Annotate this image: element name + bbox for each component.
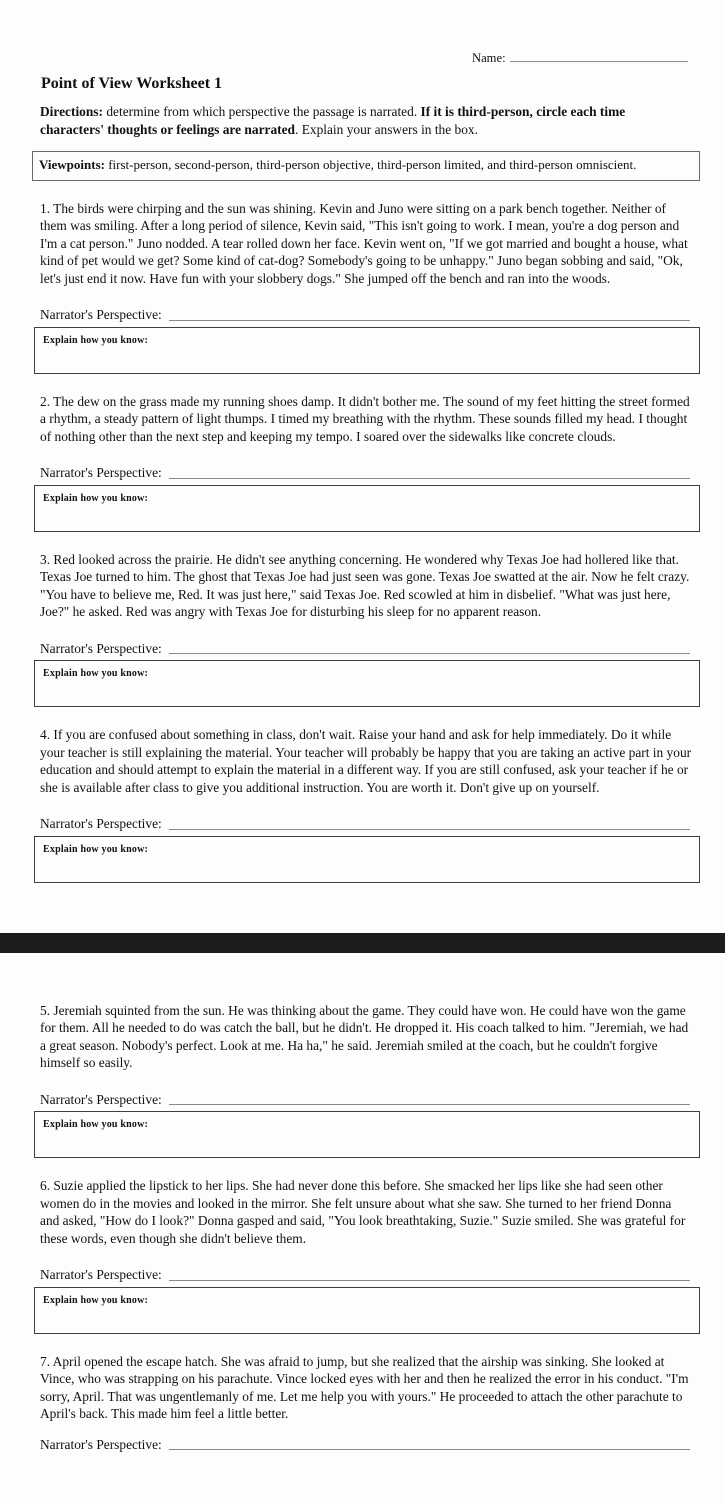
narrator-row-7	[40, 1436, 690, 1454]
explain-box-6[interactable]	[34, 1287, 700, 1334]
narrator-perspective-label-1: Narrator's Perspective:	[40, 307, 162, 323]
viewpoints-box	[32, 151, 700, 181]
passage-text-3: 3. Red looked across the prairie. He didn't see anything concerning. He wondered why Texas Joe had hollered like that. Texas Joe turned to him. The ghost that Texas Joe had just seen was gone. Texas Joe swatted at the air. Now he felt crazy. "You have to believe me, Red. It was just here," said Texas Joe. Red scowled at him in disbelief. "What was just here, Joe?" he asked. Red was angry with Texas Joe for disturbing his sleep for no apparent reason.	[40, 551, 690, 620]
name-row	[472, 0, 690, 67]
narrator-perspective-line-2[interactable]	[169, 477, 690, 479]
narrator-row-2	[40, 464, 690, 482]
explain-box-4[interactable]	[34, 836, 700, 883]
explain-label-4: Explain how you know:	[43, 843, 149, 855]
explain-label-2: Explain how you know:	[43, 492, 149, 504]
narrator-row-3	[40, 640, 690, 658]
narrator-perspective-line-4[interactable]	[169, 828, 690, 830]
directions-bold-text: If it is third-person, circle each time characters' thoughts or feelings are narrated	[40, 104, 626, 137]
name-fill-in-line[interactable]	[510, 49, 688, 62]
explain-label-5: Explain how you know:	[43, 1119, 149, 1131]
explain-box-2[interactable]	[34, 485, 700, 532]
explain-box-3[interactable]	[34, 660, 700, 707]
narrator-row-4	[40, 815, 690, 833]
narrator-perspective-line-3[interactable]	[169, 652, 690, 654]
narrator-row-1	[40, 306, 690, 324]
question-7	[40, 1353, 690, 1454]
directions-label: Directions:	[40, 104, 103, 120]
explain-label-1: Explain how you know:	[43, 334, 149, 346]
name-label: Name:	[472, 50, 506, 65]
narrator-perspective-line-6[interactable]	[169, 1279, 690, 1281]
explain-label-6: Explain how you know:	[43, 1294, 149, 1306]
narrator-row-5	[40, 1091, 690, 1109]
narrator-row-6	[40, 1266, 690, 1284]
question-3	[40, 551, 690, 708]
explain-box-1[interactable]	[34, 327, 700, 374]
page-break-band	[0, 933, 725, 953]
narrator-perspective-line-7[interactable]	[169, 1448, 690, 1450]
passage-text-7: 7. April opened the escape hatch. She was afraid to jump, but she realized that the airship was sinking. She looked at Vince, who was strapping on his parachute. Vince locked eyes with her and then he realized the error in his conduct. "I'm sorry, April. That was ungentlemanly of me. Let me help you with yours." He proceeded to attach the other parachute to April's back. This made him feel a little better.	[40, 1353, 689, 1422]
viewpoints-label: Viewpoints:	[39, 157, 105, 173]
narrator-perspective-line-1[interactable]	[169, 319, 690, 321]
narrator-perspective-label-2: Narrator's Perspective:	[40, 465, 162, 481]
passage-text-1: 1. The birds were chirping and the sun was shining. Kevin and Juno were sitting on a park bench together. Neither of them was smiling. After a long period of silence, Kevin said, "This isn't going to work. I mean, you're a dog person and I'm a cat person." Juno nodded. A tear rolled down her face. Kevin went on, "If we got married and bought a house, what kind of pet would we get? Some kind of cat-dog? Somebody's going to be unhappy." Juno began sobbing and said, "Ok, let's just end it now. Have fun with your slobbery dogs." She jumped off the bench and ran into the woods.	[40, 200, 688, 286]
narrator-perspective-label-7: Narrator's Perspective:	[40, 1436, 162, 1452]
narrator-perspective-label-6: Narrator's Perspective:	[40, 1267, 162, 1283]
viewpoints-text: first-person, second-person, third-person objective, third-person limited, and third-person omniscient.	[104, 157, 637, 173]
directions-text-1: determine from which perspective the passage is narrated.	[102, 104, 421, 120]
question-2	[40, 393, 690, 532]
passage-text-5: 5. Jeremiah squinted from the sun. He was thinking about the game. They could have won. He could have won the game for them. All he needed to do was catch the ball, but he didn't. He dropped it. His coach talked to him. "Jeremiah, we had a great season. Nobody's perfect. Look at me. Ha ha," he said. Jeremiah smiled at the coach, but he couldn't forgive himself so easily.	[40, 1002, 689, 1071]
narrator-perspective-line-5[interactable]	[169, 1103, 690, 1105]
passage-text-4: 4. If you are confused about something in class, don't wait. Raise your hand and ask for help immediately. Do it while your teacher is still explaining the material. Your teacher will probably be happy that you are taking an active part in your education and should attempt to explain the material in a different way. If you are still confused, ask your teacher if he or she is available after class to give you additional instruction. You are worth it. Don't give up on yourself.	[40, 727, 692, 795]
directions	[40, 103, 692, 138]
passage-text-6: 6. Suzie applied the lipstick to her lips. She had never done this before. She smacked her lips like she had seen other women do in the movies and looked in the mirror. She felt unsure about what she saw. She turned to her friend Donna and asked, "How do I look?" Donna gasped and said, "You look breathtaking, Suzie." Suzie smiled. She was grateful for these words, even though she didn't believe them.	[40, 1178, 686, 1246]
question-1	[40, 200, 690, 374]
question-6	[40, 1177, 690, 1334]
explain-box-5[interactable]	[34, 1111, 700, 1158]
page-title: Point of View Worksheet 1	[41, 75, 223, 93]
explain-label-3: Explain how you know:	[43, 668, 149, 680]
question-5	[40, 1002, 690, 1159]
passage-text-2: 2. The dew on the grass made my running shoes damp. It didn't bother me. The sound of my feet hitting the street formed a rhythm, a steady pattern of light thumps. I timed my breathing with the rhythm. These sounds filled my head. I thought of nothing other than the next step and keeping my tempo. I soared over the sidewalks like concrete clouds.	[40, 393, 690, 444]
narrator-perspective-label-3: Narrator's Perspective:	[40, 640, 162, 656]
directions-text-2: . Explain your answers in the box.	[295, 121, 478, 137]
question-4	[40, 726, 690, 883]
narrator-perspective-label-5: Narrator's Perspective:	[40, 1091, 162, 1107]
narrator-perspective-label-4: Narrator's Perspective:	[40, 816, 162, 832]
